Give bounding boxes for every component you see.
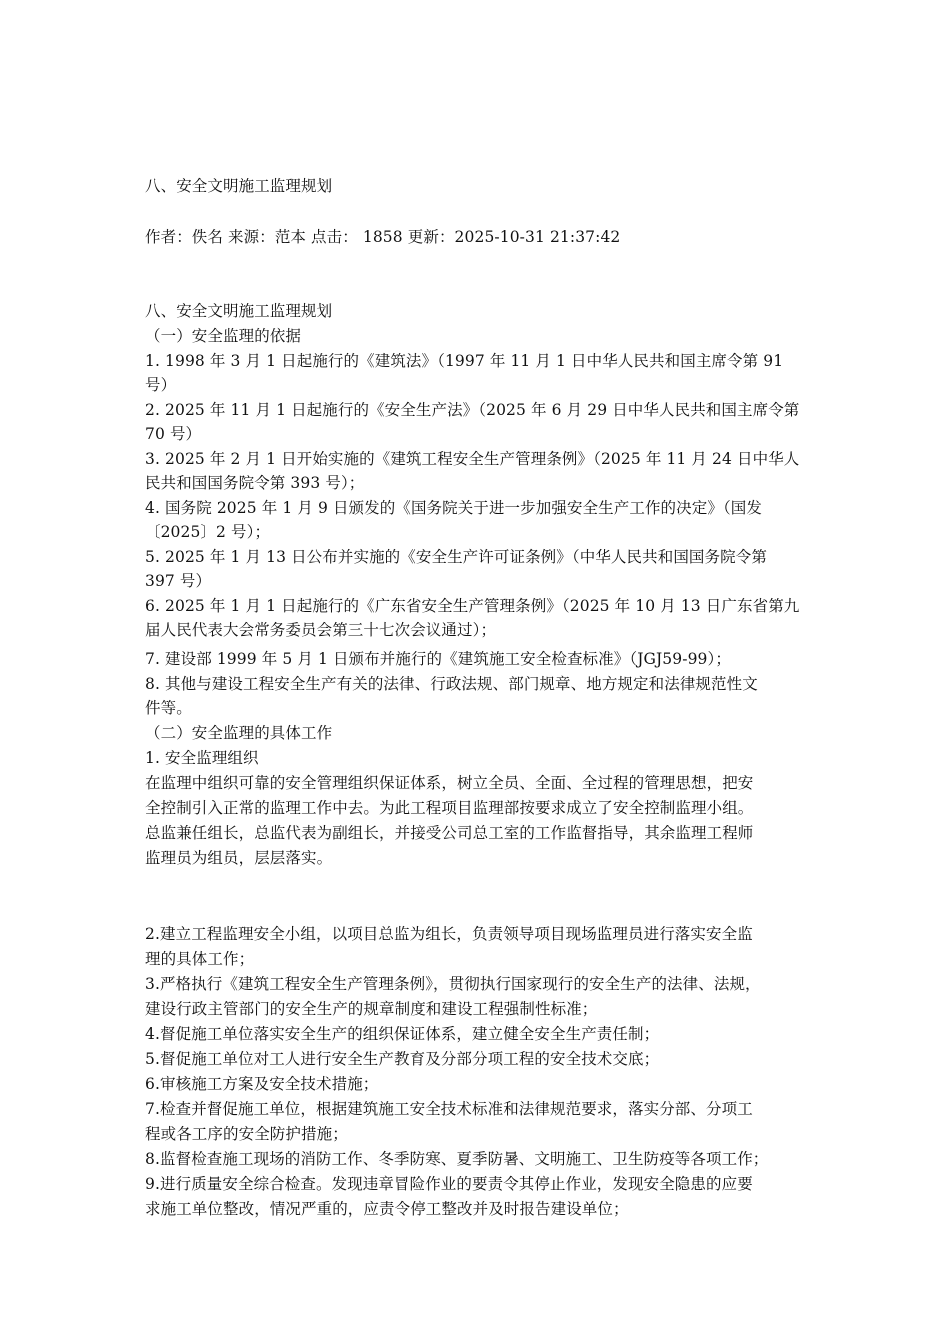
basis-4-line1: 4. 国务院 2025 年 1 月 9 日颁发的《国务院关于进一步加强安全生产工作的决定》（国发	[145, 499, 762, 517]
basis-6-line1: 6. 2025 年 1 月 1 日起施行的《广东省安全生产管理条例》（2025 年 10 月 13 日广东省第九	[145, 597, 800, 615]
subsection-work: （二）安全监理的具体工作	[145, 724, 333, 742]
section-title: 八、安全文明施工监理规划	[145, 302, 333, 320]
task-6-line1: 6.审核施工方案及安全技术措施；	[145, 1075, 379, 1093]
task-3-line1: 3.严格执行《建筑工程安全生产管理条例》，贯彻执行国家现行的安全生产的法律、法规，	[145, 975, 761, 993]
basis-2-line1: 2. 2025 年 11 月 1 日起施行的《安全生产法》（2025 年 6 月 29 日中华人民共和国主席令第	[145, 401, 800, 419]
basis-5-line1: 5. 2025 年 1 月 13 日公布并实施的《安全生产许可证条例》（中华人民共和国国务院令第	[145, 548, 767, 566]
basis-3-line1: 3. 2025 年 2 月 1 日开始实施的《建筑工程安全生产管理条例》（2025 年 11 月 24 日中华人	[145, 450, 800, 468]
task-8-line1: 8.监督检查施工现场的消防工作、冬季防寒、夏季防暑、文明施工、卫生防疫等各项工作；	[145, 1150, 769, 1168]
item1-title: 1. 安全监理组织	[145, 749, 259, 767]
task-4-line1: 4.督促施工单位落实安全生产的组织保证体系，建立健全安全生产责任制；	[145, 1025, 660, 1043]
subsection-basis: （一）安全监理的依据	[145, 327, 302, 345]
task-2-line2: 理的具体工作；	[145, 950, 255, 968]
item1-body-line3: 总监兼任组长，总监代表为副组长，并接受公司总工室的工作监督指导，其余监理工程师	[145, 824, 754, 842]
basis-3-line2: 民共和国国务院令第 393 号）；	[145, 474, 365, 492]
task-7-line1: 7.检查并督促施工单位，根据建筑施工安全技术标准和法律规范要求，落实分部、分项工	[145, 1100, 753, 1118]
basis-1-line1: 1. 1998 年 3 月 1 日起施行的《建筑法》（1997 年 11 月 1 日中华人民共和国主席令第 91	[145, 352, 784, 370]
doc-meta: 作者：佚名 来源：范本 点击： 1858 更新：2025-10-31 21:37:42	[145, 228, 621, 246]
basis-5-line2: 397 号）	[145, 572, 212, 590]
basis-2-line2: 70 号）	[145, 425, 202, 443]
item1-body-line4: 监理员为组员，层层落实。	[145, 849, 333, 867]
item1-body-line2: 全控制引入正常的监理工作中去。为此工程项目监理部按要求成立了安全控制监理小组。	[145, 799, 754, 817]
task-3-line2: 建设行政主管部门的安全生产的规章制度和建设工程强制性标准；	[145, 1000, 598, 1018]
task-9-line1: 9.进行质量安全综合检查。发现违章冒险作业的要责令其停止作业，发现安全隐患的应要	[145, 1175, 753, 1193]
task-9-line2: 求施工单位整改，情况严重的，应责令停工整改并及时报告建设单位；	[145, 1200, 629, 1218]
task-2-line1: 2.建立工程监理安全小组，以项目总监为组长，负责领导项目现场监理员进行落实安全监	[145, 925, 753, 943]
doc-title: 八、安全文明施工监理规划	[145, 177, 333, 195]
task-7-line2: 程或各工序的安全防护措施；	[145, 1125, 348, 1143]
basis-8-line2: 件等。	[145, 699, 192, 717]
item1-body-line1: 在监理中组织可靠的安全管理组织保证体系，树立全员、全面、全过程的管理思想，把安	[145, 774, 754, 792]
task-5-line1: 5.督促施工单位对工人进行安全生产教育及分部分项工程的安全技术交底；	[145, 1050, 660, 1068]
basis-4-line2: 〔2025〕2 号）；	[145, 523, 271, 541]
basis-1-line2: 号）	[145, 376, 177, 394]
basis-7-line1: 7. 建设部 1999 年 5 月 1 日颁布并施行的《建筑施工安全检查标准》（JGJ59-99）；	[145, 650, 731, 668]
basis-6-line2: 届人民代表大会常务委员会第三十七次会议通过）；	[145, 621, 497, 639]
basis-8-line1: 8. 其他与建设工程安全生产有关的法律、行政法规、部门规章、地方规定和法律规范性文	[145, 675, 758, 693]
